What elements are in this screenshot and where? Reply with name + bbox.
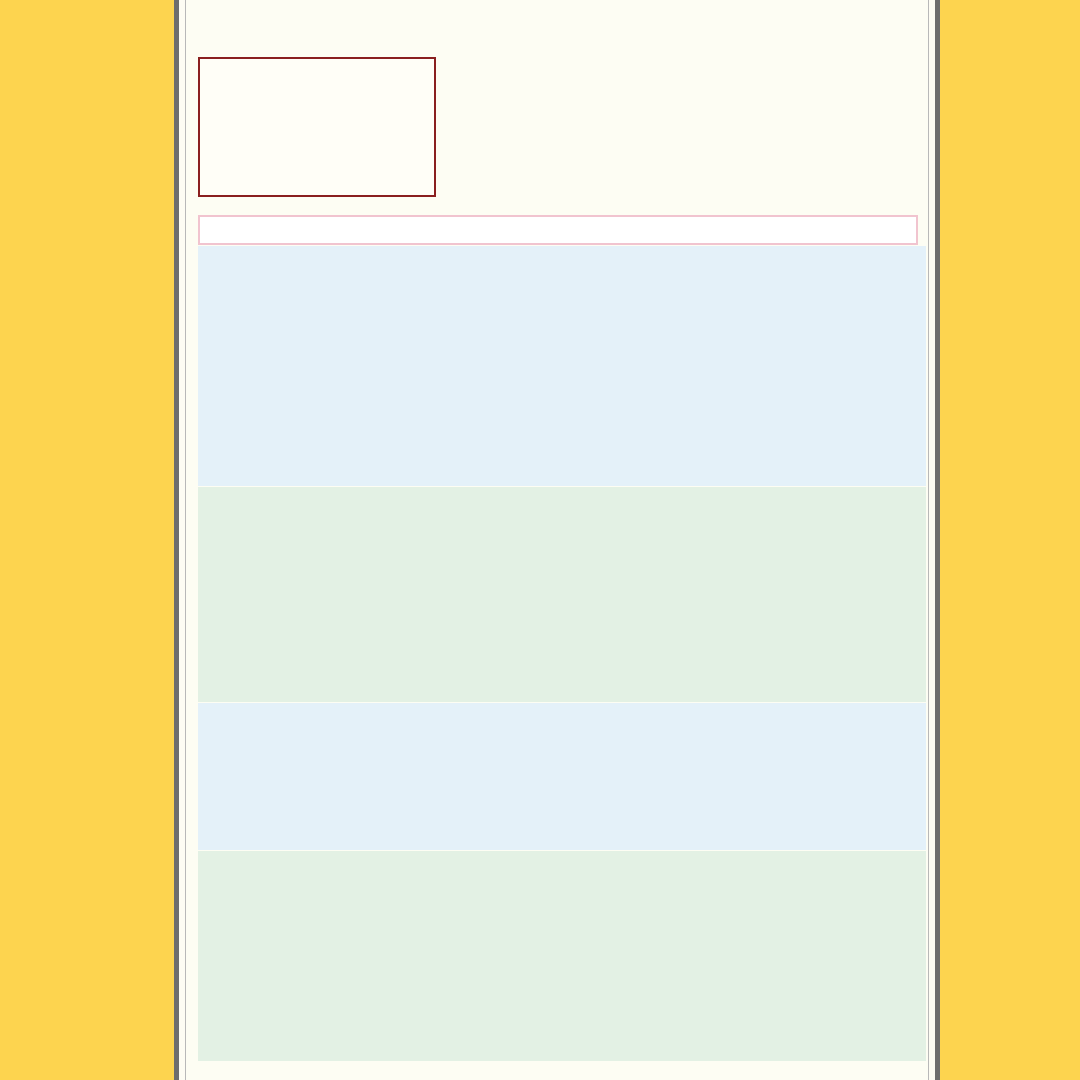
section-title — [198, 215, 918, 245]
functii-sintactice-box — [198, 57, 436, 197]
